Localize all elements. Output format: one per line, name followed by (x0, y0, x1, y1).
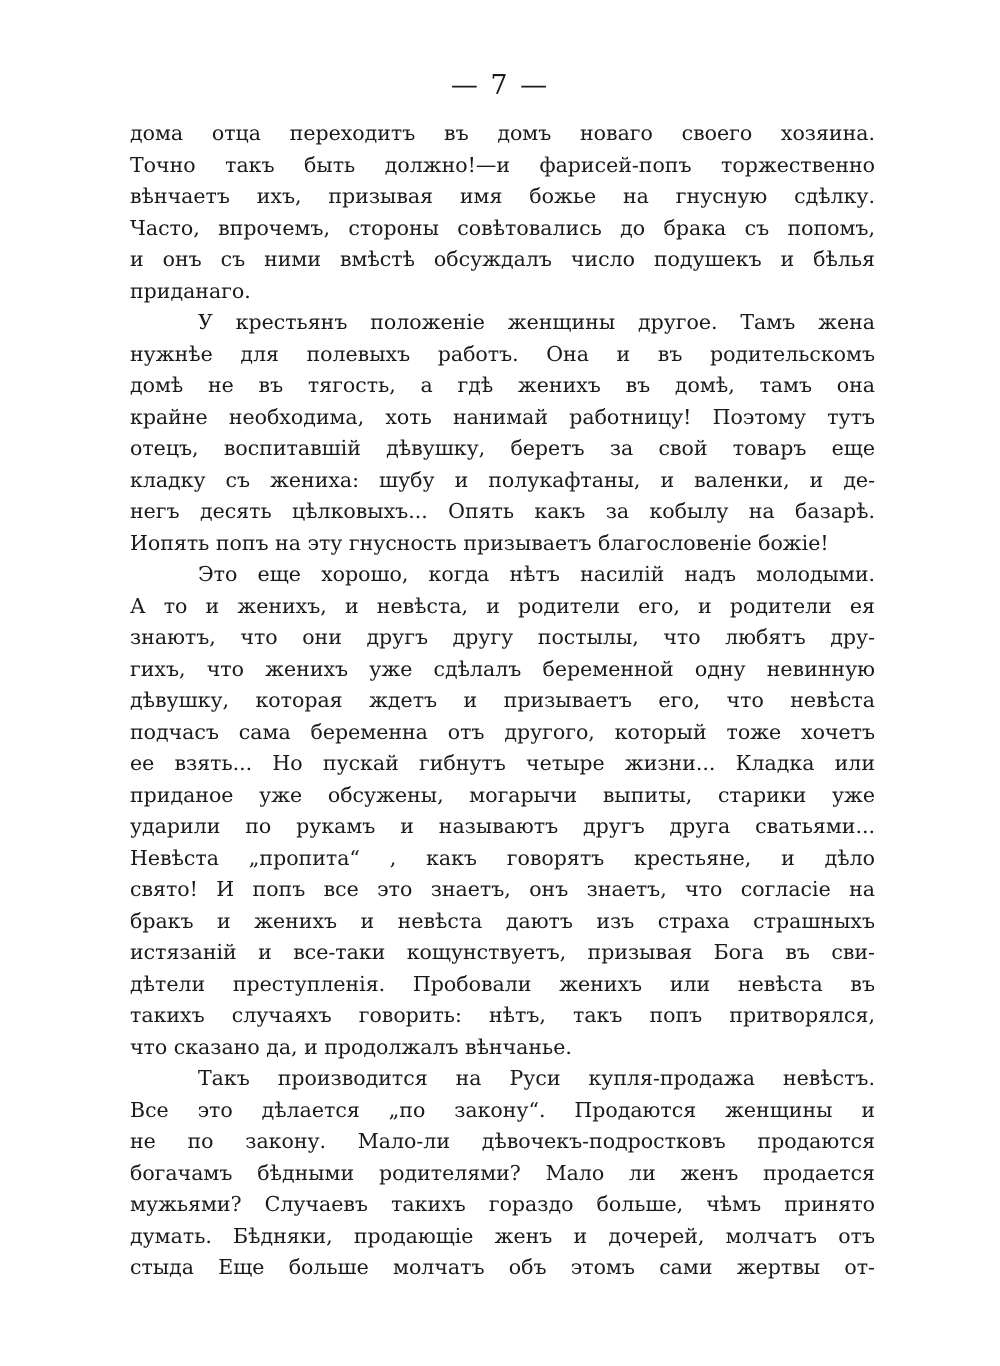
text-line: Часто, впрочемъ, стороны совѣтовались до брака съ попомъ, (130, 215, 875, 240)
text-line: свято! И попъ все это знаетъ, онъ знаетъ, что согласіе на (130, 877, 875, 901)
text-line: дѣтели преступленія. Пробовали женихъ или невѣста въ (130, 971, 875, 996)
text-line: думать. Бѣдняки, продающіе женъ и дочерей, молчатъ отъ (130, 1223, 875, 1248)
text-line: ударили по рукамъ и называютъ другъ друга сватьями... (130, 814, 875, 838)
text-line: крайне необходима, хоть нанимай работницу! Поэтому тутъ (130, 404, 875, 429)
text-line: мужьями? Случаевъ такихъ гораздо больше, чѣмъ принято (130, 1192, 875, 1216)
text-line: приданаго. (130, 278, 251, 303)
text-line: домѣ не въ тягость, а гдѣ женихъ въ домѣ, тамъ она (130, 373, 875, 397)
text-line: Это еще хорошо, когда нѣтъ насилій надъ молодыми. (198, 562, 875, 586)
text-line: стыда Еще больше молчатъ объ этомъ сами жертвы от- (130, 1255, 875, 1279)
text-line: Все это дѣлается „по закону“. Продаются женщины и (130, 1097, 875, 1122)
text-line: подчасъ сама беременна отъ другого, который тоже хочетъ (130, 719, 875, 744)
page-number: — 7 — (450, 70, 550, 101)
text-line: не по закону. Мало-ли дѣвочекъ-подростковъ продаются (130, 1129, 875, 1153)
text-line: ее взять... Но пускай гибнутъ четыре жизни... Кладка или (130, 751, 875, 775)
text-line: отецъ, воспитавшій дѣвушку, беретъ за свой товаръ еще (130, 436, 875, 460)
text-line: негъ десять цѣлковыхъ... Опять какъ за кобылу на базарѣ. (130, 499, 875, 523)
text-line: истязаній и все-таки кощунствуетъ, призывая Бога въ сви- (130, 940, 875, 964)
text-line: бракъ и женихъ и невѣста даютъ изъ страха страшныхъ (130, 908, 875, 933)
text-line: богачамъ бѣдными родителями? Мало ли женъ продается (130, 1160, 875, 1185)
text-line: нужнѣе для полевыхъ работъ. Она и въ родительскомъ (130, 341, 875, 366)
text-line: что сказано да, и продолжалъ вѣнчанье. (130, 1034, 572, 1059)
text-line: дома отца переходитъ въ домъ новаго своего хозяина. (130, 121, 875, 145)
text-line: А то и женихъ, и невѣста, и родители его, и родители ея (130, 593, 875, 618)
text-line: Точно такъ быть должно!—и фарисей-попъ торжественно (130, 152, 875, 177)
text-line: кладку съ жениха: шубу и полукафтаны, и валенки, и де- (130, 467, 875, 492)
text-line: знаютъ, что они другъ другу постылы, что любятъ дру- (130, 625, 875, 649)
text-line: вѣнчаетъ ихъ, призывая имя божье на гнусную сдѣлку. (130, 184, 875, 208)
body-text (130, 118, 875, 1284)
text-line: Невѣста „пропита“ , какъ говорятъ крестьяне, и дѣло (130, 845, 875, 870)
text-line: гихъ, что женихъ уже сдѣлалъ беременной одну невинную (130, 656, 875, 681)
text-line: Иопять попъ на эту гнусность призываетъ благословеніе божіе! (130, 530, 829, 555)
text-line: У крестьянъ положеніе женщины другое. Тамъ жена (198, 310, 875, 334)
text-line: дѣвушку, которая ждетъ и призываетъ его, что невѣста (130, 688, 875, 712)
text-line: такихъ случаяхъ говорить: нѣтъ, такъ попъ притворялся, (130, 1003, 875, 1027)
text-line: приданое уже обсужены, могарычи выпиты, старики уже (130, 782, 875, 807)
text-line: Такъ производится на Руси купля-продажа невѣстъ. (198, 1066, 875, 1090)
text-line: и онъ съ ними вмѣстѣ обсуждалъ число подушекъ и бѣлья (130, 247, 875, 271)
